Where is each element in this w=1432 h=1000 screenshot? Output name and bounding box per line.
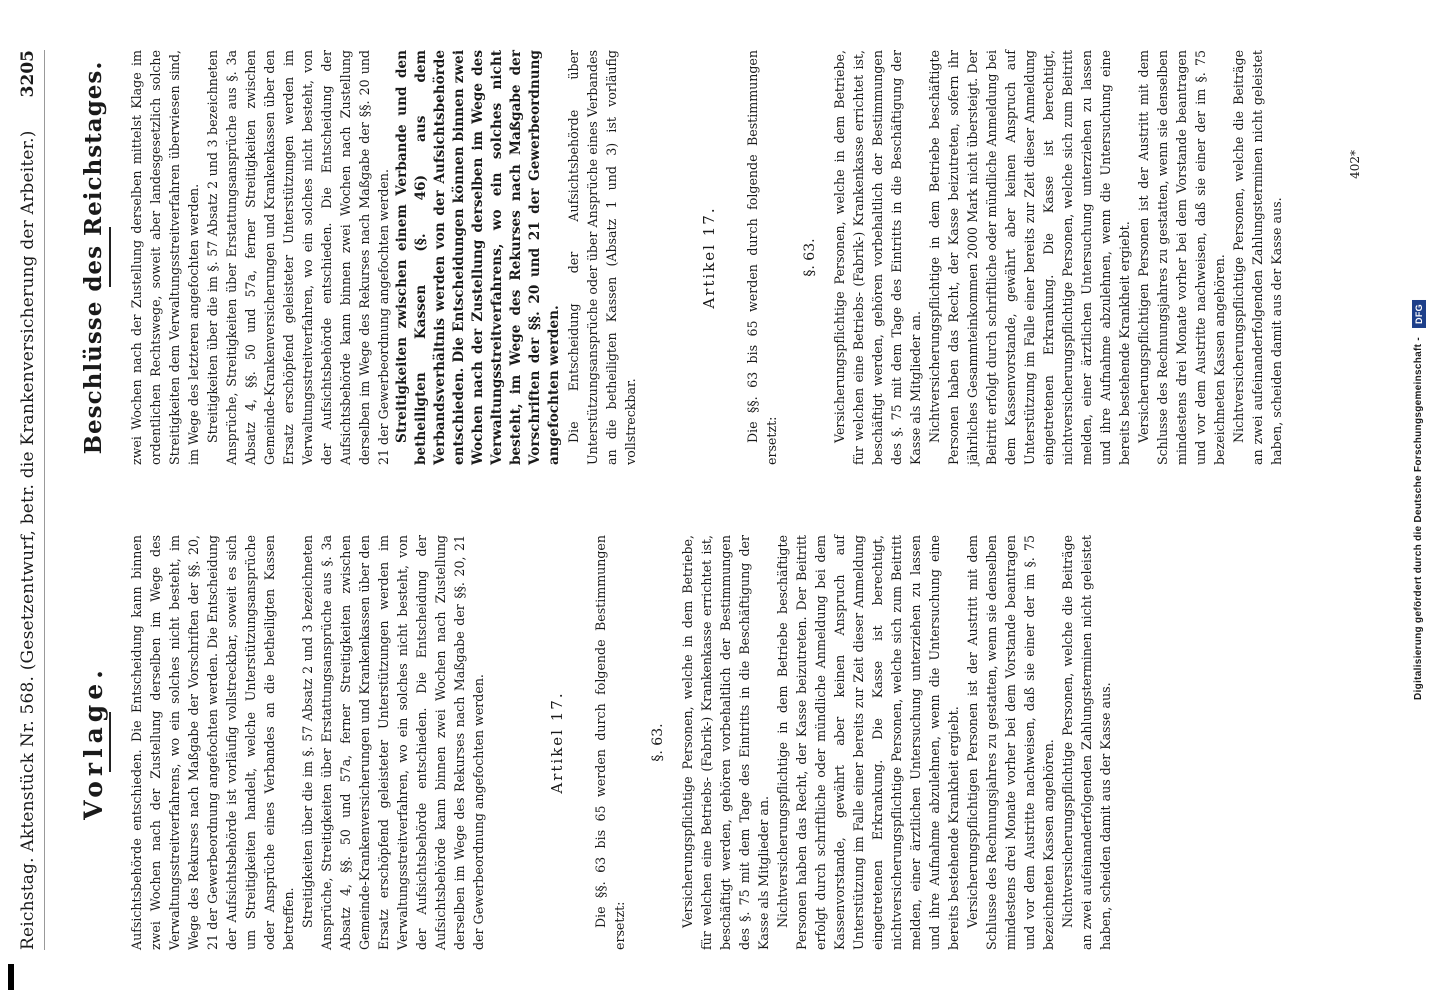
paragraph: Versicherungspflichtige Personen, welche in dem Betriebe, für welchen eine Betriebs- (Fabrik-) Krankenkasse errichtet ist, beschäftigt werden, gehören vorbehaltlich der Bestimmungen des §. 75 mit dem Tage des Eintritts in die Beschäftigung der Kasse als Mitglieder an.	[832, 50, 923, 465]
digitization-text: Digitalisierung gefördert durch die Deutsche Forschungsgemeinschaft -	[1413, 337, 1424, 700]
paragraph: Aufsichtsbehörde entschieden. Die Entscheidung kann binnen zwei Wochen nach der Zustellung derselben im Wege des Verwaltungsstreitverfahrens, wo ein solches nicht besteht, im Wege des Rekurses nach Maßgabe der Vorschriften der §§. 20, 21 der Gewerbeordnung angefochten werden. Die Entscheidung der Aufsichtsbehörde ist vorläufig vollstreckbar, soweit es sich um Streitigkeiten handelt, welche Unterstützungsansprüche oder Ansprüche eines Verbandes an die betheiligten Kassen betreffen.	[129, 535, 296, 950]
paragraph: Die Entscheidung der Aufsichtsbehörde über Unterstützungsansprüche oder über Ansprüche eines Verbandes an die betheiligten Kassen (Absatz 1 und 3) ist vorläufig vollstreckbar.	[566, 50, 638, 465]
article-intro: Die §§. 63 bis 65 werden durch folgende Bestimmungen ersetzt:	[593, 535, 627, 950]
dfg-logo: DFG	[1412, 300, 1426, 328]
paragraph: Streitigkeiten über die im §. 57 Absatz 2 und 3 bezeichneten Ansprüche, Streitigkeiten über Erstattungsansprüche aus §. 3a Absatz 4, §§. 50 und 57a, ferner Streitigkeiten zwischen Gemeinde-Krankenversicherungen und Krankenkassen über den Ersatz erschöpfend geleisteter Unterstützungen werden im Verwaltungsstreitverfahren, wo ein solches nicht besteht, von der Aufsichtsbehörde entschieden. Die Entscheidung der Aufsichtsbehörde kann binnen zwei Wochen nach Zustellung derselben im Wege des Rekurses nach Maßgabe der §§. 20 und 21 der Gewerbeordnung angefochten werden.	[205, 50, 391, 465]
paragraph: Nichtversicherungspflichtige Personen, welche die Beiträge an zwei aufeinanderfolgenden Zahlungsterminen nicht geleistet haben, scheiden damit aus der Kasse aus.	[1060, 535, 1113, 950]
bold-paragraph: Streitigkeiten zwischen einem Verbande und den betheiligten Kassen (§. 46) aus dem Verbandsverhältnis werden von der Aufsichtsbehörde entschieden. Die Entscheidungen können binnen zwei Wochen nach der Zustellung derselben im Wege des Verwaltungsstreitverfahrens, wo ein solches nicht besteht, im Wege des Rekurses nach Maßgabe der Vorschriften der §§. 20 und 21 der Gewerbeordnung angefochten werden.	[394, 50, 562, 465]
article-heading: Artikel 17.	[700, 206, 718, 309]
digitization-notice	[1412, 300, 1426, 700]
right-column-beschluesse	[66, 50, 1356, 465]
signature-mark: 402*	[1348, 150, 1362, 179]
title-rule	[109, 228, 111, 288]
section-heading: §. 63.	[802, 238, 818, 277]
right-column-title: Beschlüsse des Reichstages.	[80, 60, 107, 455]
running-head-title: Reichstag. Aktenstück Nr. 568. (Gesetzentwurf, betr. die Krankenversicherung der Arbeiter.)	[18, 130, 38, 950]
left-column-vorlage	[66, 535, 1356, 950]
paragraph: Versicherungspflichtige Personen, welche in dem Betriebe, für welchen eine Betriebs- (Fabrik-) Krankenkasse errichtet ist, beschäftigt werden, gehören vorbehaltlich der Bestimmungen des §. 75 mit dem Tage des Eintritts in die Beschäftigung der Kasse als Mitglieder an.	[680, 535, 771, 950]
paragraph: Nichtversicherungspflichtige in dem Betriebe beschäftigte Personen haben das Recht, der Kasse beizutreten, sofern ihr jährliches Gesammteinkommen 2000 Mark nicht übersteigt. Der Beitritt erfolgt durch schriftliche oder mündliche Anmeldung bei dem Kassenvorstande, gewährt aber keinen Anspruch auf Unterstützung im Falle einer bereits zur Zeit dieser Anmeldung eingetretenen Erkrankung. Die Kasse ist berechtigt, nichtversicherungspflichtige Personen, welche sich zum Beitritt melden, einer ärztlichen Untersuchung unterziehen zu lassen und ihre Aufnahme abzulehnen, wenn die Untersuchung eine bereits bestehende Krankheit ergiebt.	[927, 50, 1132, 465]
paragraph: zwei Wochen nach der Zustellung derselben mittelst Klage im ordentlichen Rechtswege, soweit aber landesgesetzlich solche Streitigkeiten dem Verwaltungsstreitverfahren überwiesen sind, im Wege des letzteren angefochten werden.	[129, 50, 201, 465]
article-heading: Artikel 17.	[548, 691, 566, 794]
scan-edge-mark	[8, 964, 14, 990]
page-number: 3205	[18, 50, 38, 98]
paragraph: Nichtversicherungspflichtige Personen, welche die Beiträge an zwei aufeinanderfolgenden Zahlungsterminen nicht geleistet haben, scheiden damit aus der Kasse aus.	[1231, 50, 1284, 465]
paragraph: Nichtversicherungspflichtige in dem Betriebe beschäftigte Personen haben das Recht, der Kasse beizutreten. Der Beitritt erfolgt durch schriftliche oder mündliche Anmeldung bei dem Kassenvorstande, gewährt aber keinen Anspruch auf Unterstützung im Falle einer bereits zur Zeit dieser Anmeldung eingetretenen Erkrankung. Die Kasse ist berechtigt, nichtversicherungspflichtige Personen, welche sich zum Beitritt melden, einer ärztlichen Untersuchung unterziehen zu lassen und ihre Aufnahme abzulehnen, wenn die Untersuchung eine bereits bestehende Krankheit ergiebt.	[775, 535, 961, 950]
left-column-title: Vorlage.	[79, 665, 108, 820]
article-intro: Die §§. 63 bis 65 werden durch folgende Bestimmungen ersetzt:	[745, 50, 779, 465]
paragraph: Streitigkeiten über die im §. 57 Absatz 2 und 3 bezeichneten Ansprüche, Streitigkeiten über Erstattungsansprüche aus §. 3a Absatz 4, §§. 50 und 57a, ferner Streitigkeiten zwischen Gemeinde-Krankenversicherungen und Krankenkassen über den Ersatz erschöpfend geleisteter Unterstützungen werden im Verwaltungsstreitverfahren, wo ein solches nicht besteht, von der Aufsichtsbehörde entschieden. Die Entscheidung der Aufsichtsbehörde kann binnen zwei Wochen nach Zustellung derselben im Wege des Rekurses nach Maßgabe der §§. 20, 21 der Gewerbeordnung angefochten werden.	[300, 535, 486, 950]
paragraph: Versicherungspflichtigen Personen ist der Austritt mit dem Schlusse des Rechnungsjahres zu gestatten, wenn sie denselben mindestens drei Monate vorher bei dem Vorstande beantragen und vor dem Austritte nachweisen, daß sie einer der im §. 75 bezeichneten Kassen angehören.	[1136, 50, 1227, 465]
section-heading: §. 63.	[650, 723, 666, 762]
paragraph: Versicherungspflichtigen Personen ist der Austritt mit dem Schlusse des Rechnungsjahres zu gestatten, wenn sie denselben mindestens drei Monate vorher bei dem Vorstande beantragen und vor dem Austritte nachweisen, daß sie einer der im §. 75 bezeichneten Kassen angehören.	[965, 535, 1056, 950]
running-head	[18, 50, 45, 950]
title-rule	[109, 713, 111, 773]
